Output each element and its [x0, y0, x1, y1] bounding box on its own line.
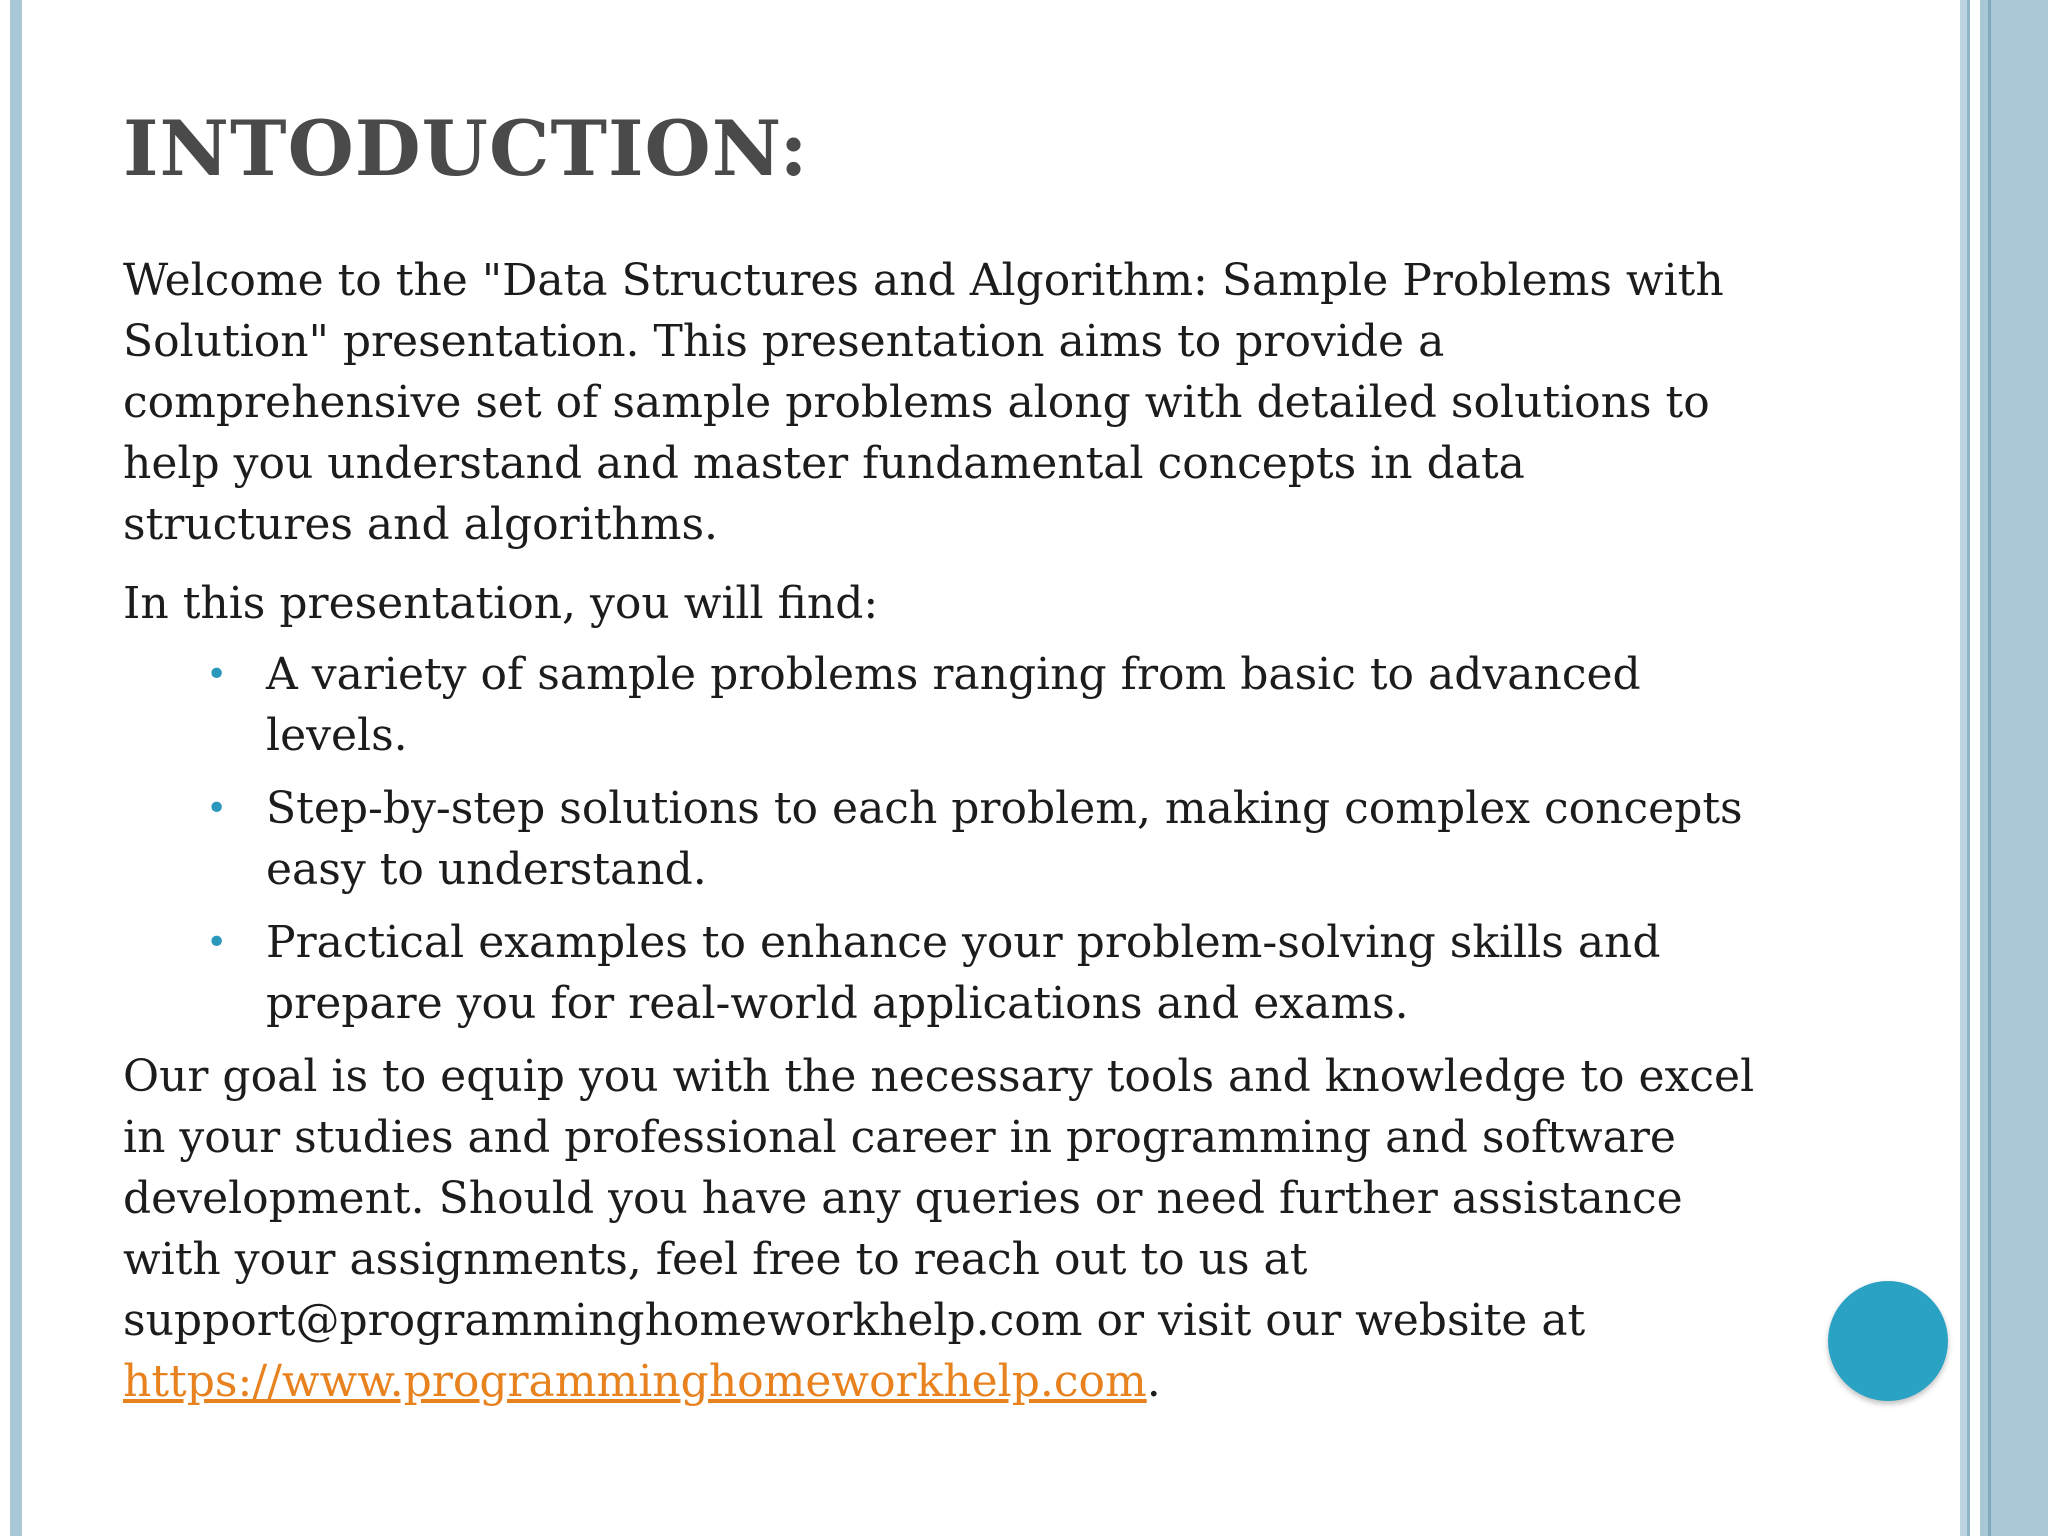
bullet-text: Step-by-step solutions to each problem, making complex concepts easy to understand. [266, 783, 1743, 895]
closing-text: Our goal is to equip you with the necessary tools and knowledge to excel in your studies and professional career in programming and software development. Should you have any queries or need further assistance with your assignments, feel free to reach out to us at support@programminghomeworkhelp.com or visit our website at [123, 1051, 1755, 1346]
left-border-bar [10, 0, 22, 1536]
lead-in-text: In this presentation, you will find: [123, 578, 879, 629]
intro-paragraph: Welcome to the "Data Structures and Algorithm: Sample Problems with Solution" presentation. This presentation aims to provide a comprehensive set of sample problems along with detailed solutions to help you understand and master fundamental concepts in data structures and algorithms. [123, 255, 1724, 550]
bullet-text: Practical examples to enhance your problem-solving skills and prepare you for real-world applications and exams. [266, 917, 1661, 1029]
bullet-dot-icon: • [206, 922, 228, 963]
bullet-item [206, 644, 1763, 766]
closing-period: . [1146, 1356, 1161, 1407]
right-border-stripe [1991, 0, 2048, 1536]
bullet-dot-icon: • [206, 654, 228, 695]
bullet-item [206, 778, 1763, 900]
bullet-dot-icon: • [206, 788, 228, 829]
right-border-stripe [1960, 0, 1967, 1536]
bullet-item [206, 912, 1763, 1034]
closing-paragraph [123, 1046, 1763, 1412]
right-border-stripe [1980, 0, 1988, 1536]
slide-title: INTODUCTION: [123, 104, 809, 193]
bullet-list [123, 644, 1763, 1034]
slide-nav-circle-button[interactable] [1828, 1281, 1948, 1401]
right-border-stripe [1970, 0, 1980, 1536]
slide-body [123, 250, 1763, 1412]
website-link[interactable]: https://www.programminghomeworkhelp.com [123, 1356, 1147, 1407]
bullet-text: A variety of sample problems ranging from basic to advanced levels. [266, 649, 1641, 761]
